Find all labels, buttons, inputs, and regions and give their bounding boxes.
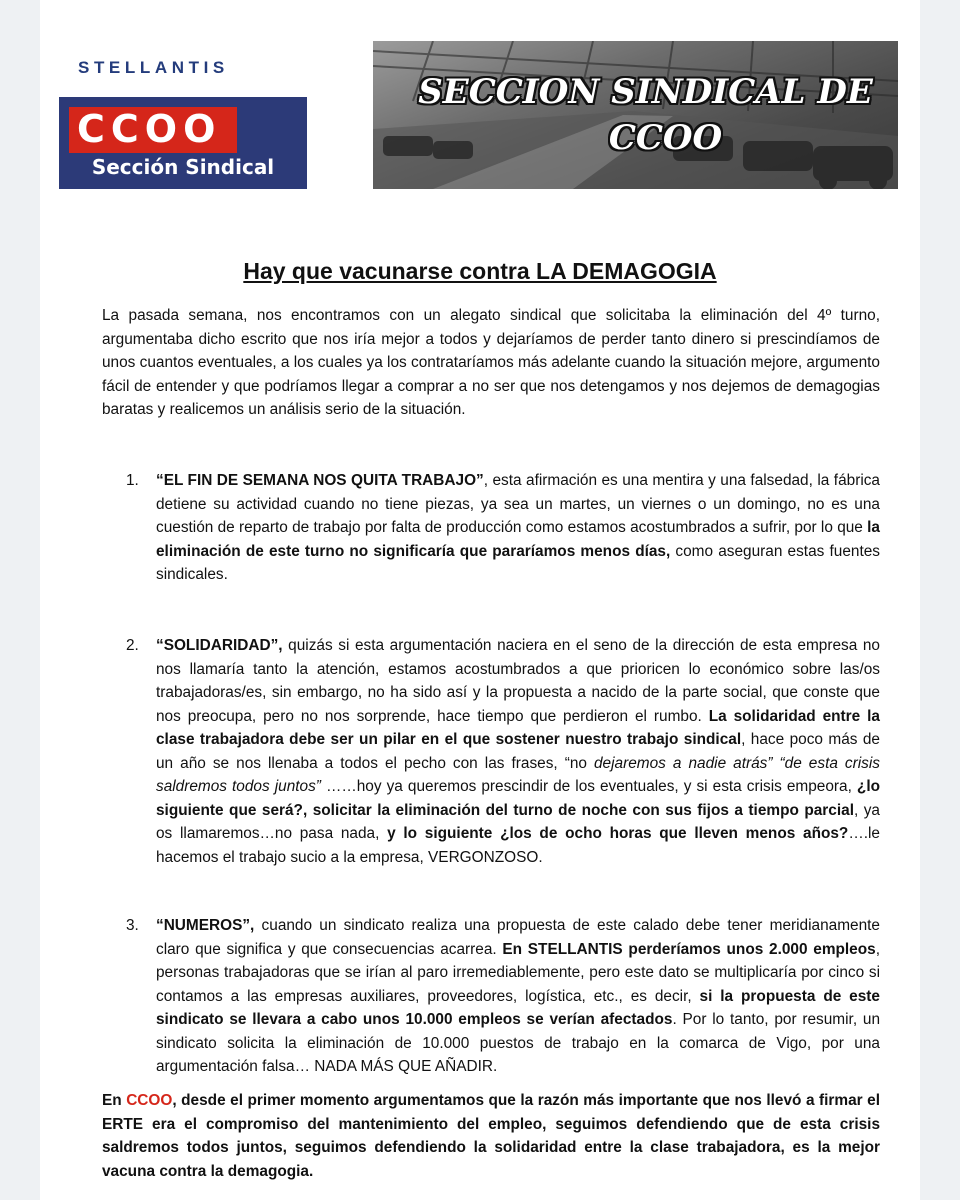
stellantis-logo [78,52,292,84]
item-emphasis: En STELLANTIS perderíamos unos 2.000 empleos [502,940,876,958]
ccoo-logo-red-panel [69,107,237,153]
item-text-segment: ……hoy ya queremos prescindir de los eventuales, y si esta crisis empeora, [320,778,857,795]
item-lead: “EL FIN DE SEMANA NOS QUITA TRABAJO” [156,472,484,489]
item-text-segment: cuando un sindicato realiza una propuesta de este calado debe tener meridianamente claro que significa y que consecuencias acarrea. [156,917,880,958]
item-text-segment: ….le hacemos el trabajo sucio a la empresa, VERGONZOSO. [156,825,880,866]
banner-title-line2: CCOO [608,118,723,158]
list-item-2 [126,634,880,869]
item-text-segment: quizás si esta argumentación naciera en el seno de la dirección de esta empresa no nos llamaría tanto la atención, estamos acostumbrados a que prioricen lo económico sobre las/os trabajadoras/es, sin embargo, no ha sido así y la propuesta a nacido de la parte social, que conste que nos preocupa, pero no nos sorprende, hace tiempo que perdieron el rumbo. [156,637,880,725]
item-emphasis: la eliminación de este turno no significaría que pararíamos menos días, [156,519,880,560]
document-page [40,0,920,1200]
factory-banner [373,41,898,189]
list-item-number: 2. [126,637,139,654]
item-emphasis: La solidaridad entre la clase trabajadora debe ser un pilar en el que sostener nuestro trabajo sindical [156,707,880,748]
banner-title-line1: SECCION SINDICAL DE [418,72,873,112]
item-text-segment: . Por lo tanto, por resumir, un sindicato solicita la eliminación de 10.000 puestos de trabajo en la comarca de Vigo, por una argumentación falsa… NADA MÁS QUE AÑADIR. [156,1011,881,1075]
item-emphasis: si la propuesta de este sindicato se llevara a cabo unos 10.000 empleos se verían afectados [156,987,880,1028]
list-item-3 [126,914,880,1079]
banner-title [373,69,898,161]
closing-text: , desde el primer momento argumentamos que la razón más importante que nos llevó a firmar el ERTE era el compromiso del mantenimiento del empleo, seguimos defendiendo que de esta crisis saldremos todos juntos, seguimos defendiendo la solidaridad entre la clase trabajadora, es la mejor vacuna contra la demagogia. [102,1092,880,1180]
item-lead: “SOLIDARIDAD”, [156,637,283,654]
item-emphasis: ¿lo siguiente que será?, solicitar la eliminación del turno de noche con sus fijos a tiempo parcial [156,778,881,819]
document-title: Hay que vacunarse contra LA DEMAGOGIA [243,258,717,284]
list-item-text [156,914,880,1079]
item-emphasis: y lo siguiente ¿los de ocho horas que lleven menos años? [387,825,849,842]
item-text-segment: , hace poco más de un año se nos llenaba a todos el pecho con las frases, “no [156,731,880,772]
list-item-text [156,469,880,587]
closing-ccoo-highlight: CCOO [126,1092,173,1109]
stellantis-logo-text: STELLANTIS [78,58,229,77]
item-text-segment: , personas trabajadoras que se irían al paro irremediablemente, pero este dato se multiplicaría por cinco si contamos a las empresas auxiliares, proveedores, logística, etc., es decir, [156,940,880,1005]
ccoo-logo-letters: CCOO [77,107,222,151]
closing-paragraph [102,1089,880,1183]
item-text-segment: , esta afirmación es una mentira y una falsedad, la fábrica detiene su actividad cuando no tiene piezas, ya sea un martes, un viernes o un domingo, no es una cuestión de reparto de trabajo por falta de producción como estamos acostumbrados a sufrir, por lo que [156,472,880,536]
ccoo-seccion-sindical-logo [59,97,307,189]
item-lead: “NUMEROS”, [156,917,255,934]
intro-paragraph: La pasada semana, nos encontramos con un alegato sindical que solicitaba la eliminación del 4º turno, argumentaba dicho escrito que nos iría mejor a todos y dejaríamos de perder tanto dinero si prescindíamos de unos cuantos eventuales, a los cuales ya los contrataríamos más adelante cuando la situación mejore, argumento fácil de entender y que podríamos llegar a comprar a no ser que nos detengamos y nos dejemos de demagogias baratas y realicemos un análisis serio de la situación. [102,307,880,418]
item-text-segment: como aseguran estas fuentes sindicales. [156,542,880,583]
list-item-number: 3. [126,917,139,934]
list-item-number: 1. [126,472,139,489]
list-item-1 [126,469,880,587]
item-text-segment: , ya os llamaremos…no pasa nada, [156,801,880,842]
closing-prefix: En [102,1092,127,1109]
list-item-text [156,634,880,869]
ccoo-logo-subtitle: Sección Sindical [91,155,275,179]
item-quote: dejaremos a nadie atrás” “de esta crisis saldremos todos juntos” [156,754,880,795]
